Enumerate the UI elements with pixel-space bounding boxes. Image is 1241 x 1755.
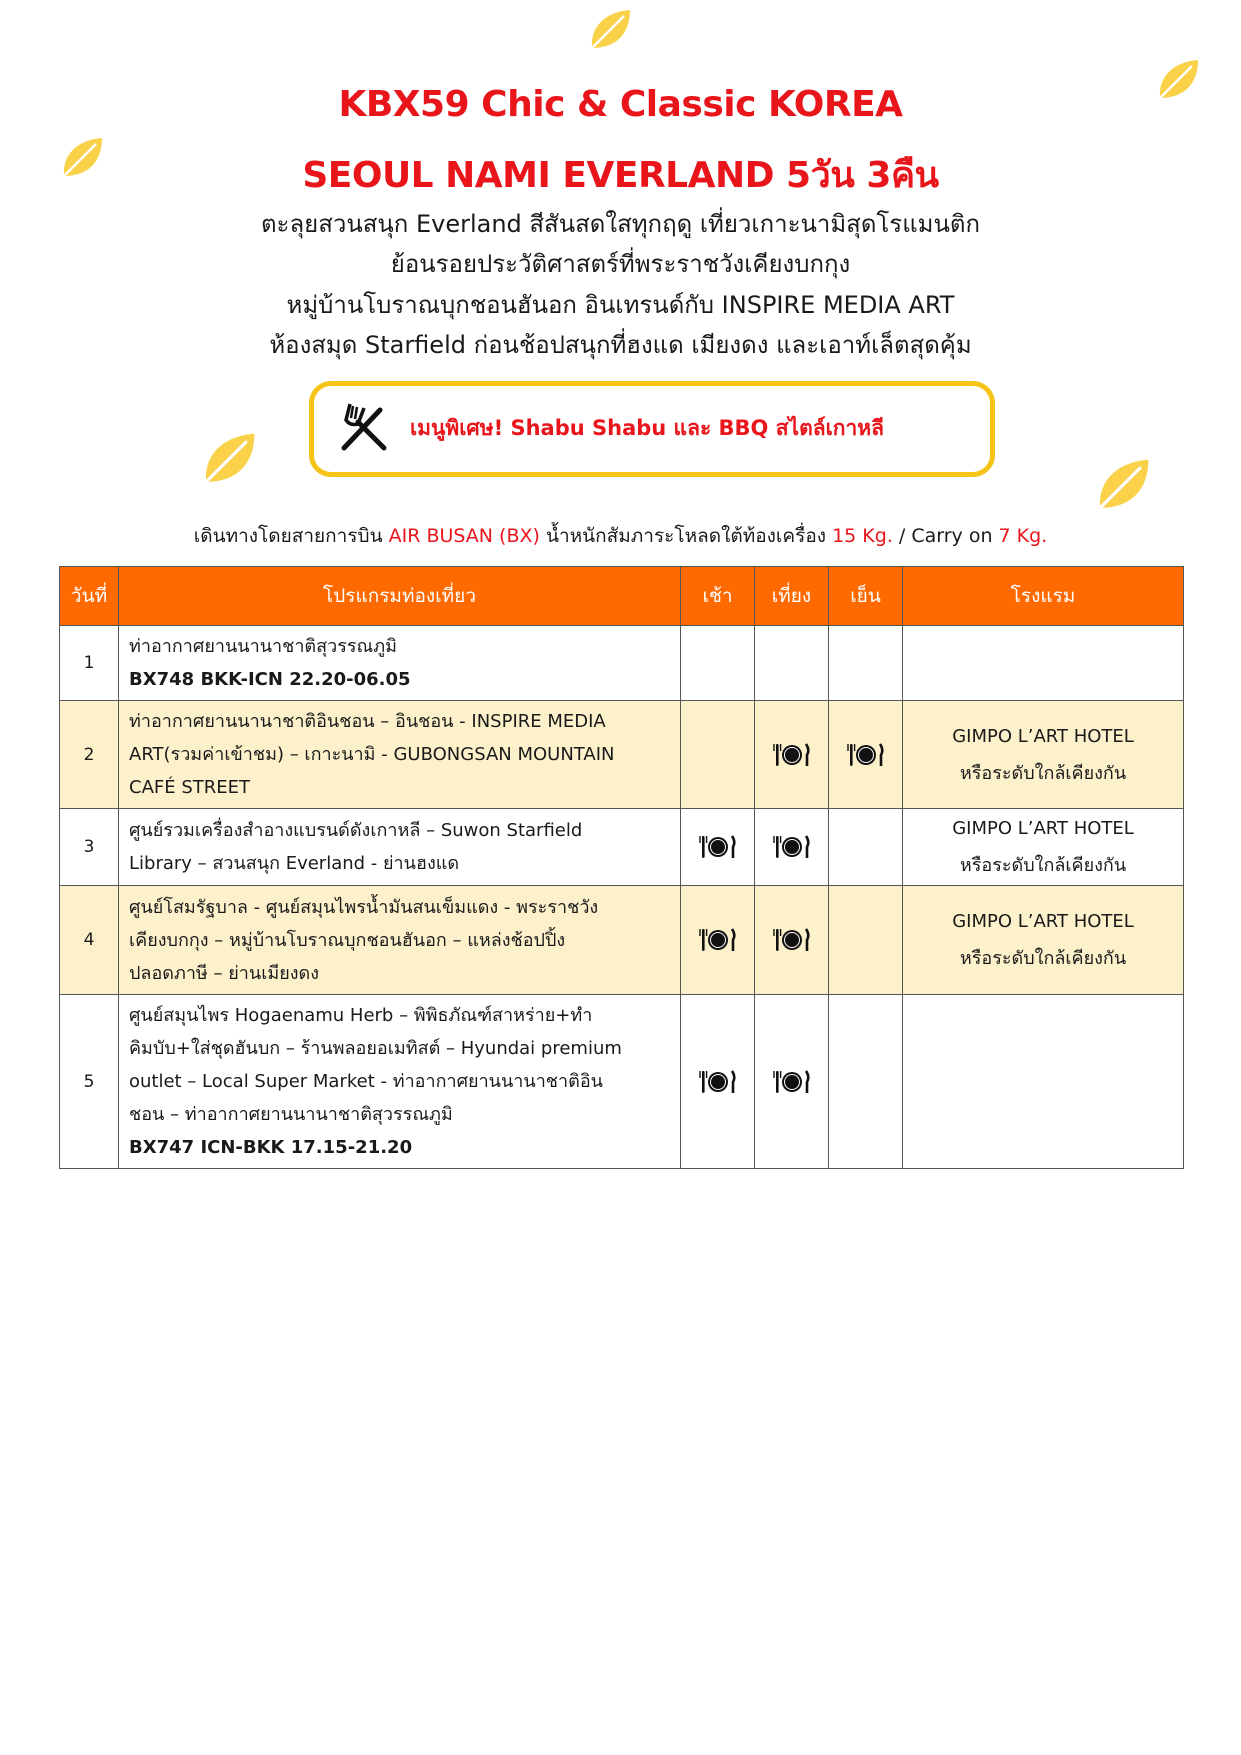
hotel-note: หรือระดับใกล้เคียงกัน [959, 855, 1127, 876]
hotel-name: GIMPO L’ART HOTEL [952, 911, 1134, 932]
program-line: เคียงบกกุง – หมู่บ้านโบราณบุกชอนฮันอก – แหล่งช้อปปิ้ง [129, 929, 566, 951]
program-line: ท่าอากาศยานนานาชาติสุวรรณภูมิ [129, 636, 397, 657]
hotel-cell [903, 701, 1184, 809]
program-cell [119, 626, 681, 701]
day-cell: 5 [60, 995, 119, 1169]
airline-baggage-label: น้ำหนักสัมภาระโหลดใต้ท้องเครื่อง [545, 525, 827, 547]
day-cell: 2 [60, 701, 119, 809]
dinner-cell [829, 995, 903, 1169]
lunch-cell [755, 886, 829, 995]
dinner-cell [829, 809, 903, 886]
header-hotel: โรงแรม [903, 567, 1184, 626]
table-row [60, 626, 1184, 701]
dinner-cell [829, 701, 903, 809]
plate-cutlery-icon [699, 925, 737, 955]
fork-knife-icon [336, 400, 392, 456]
highlight-line: ตะลุยสวนสนุก Everland สีสันสดใสทุกฤดู เที่ยวเกาะนามิสุดโรแมนติก [260, 210, 981, 238]
itinerary-table [59, 566, 1184, 1169]
plate-cutlery-icon [773, 740, 811, 770]
program-line: คิมบับ+ใส่ชุดฮันบก – ร้านพลอยอเมทิสต์ – Hyundai premium [129, 1038, 622, 1059]
breakfast-cell [681, 995, 755, 1169]
hotel-name: GIMPO L’ART HOTEL [952, 725, 1134, 747]
hotel-note: หรือระดับใกล้เคียงกัน [959, 762, 1127, 784]
special-menu-text: เมนูพิเศษ! Shabu Shabu และ BBQ สไตล์เกาหลี [410, 416, 884, 440]
plate-cutlery-icon [699, 832, 737, 862]
plate-cutlery-icon [773, 832, 811, 862]
breakfast-cell [681, 701, 755, 809]
program-line: CAFÉ STREET [129, 777, 250, 798]
special-menu-box [309, 381, 995, 477]
header-breakfast: เช้า [681, 567, 755, 626]
lunch-cell [755, 701, 829, 809]
hotel-note: หรือระดับใกล้เคียงกัน [959, 948, 1127, 969]
hotel-name: GIMPO L’ART HOTEL [952, 818, 1134, 839]
program-line: ปลอดภาษี – ย่านเมียงดง [129, 962, 320, 984]
table-row [60, 886, 1184, 995]
dinner-cell [829, 886, 903, 995]
header-day: วันที่ [60, 567, 119, 626]
hotel-cell [903, 809, 1184, 886]
table-row [60, 701, 1184, 809]
checked-weight: 15 Kg. [832, 525, 893, 547]
plate-cutlery-icon [699, 1067, 737, 1097]
program-line: ชอน – ท่าอากาศยานนานาชาติสุวรรณภูมิ [129, 1104, 453, 1125]
program-cell [119, 809, 681, 886]
header-lunch: เที่ยง [755, 567, 829, 626]
leaf-icon [584, 4, 636, 56]
airline-name: AIR BUSAN (BX) [388, 525, 540, 547]
highlight-line: ย้อนรอยประวัติศาสตร์ที่พระราชวังเคียงบกกุง [390, 250, 851, 278]
program-line: ศูนย์รวมเครื่องสำอางแบรนด์ดังเกาหลี – Suwon Starfield [129, 820, 583, 841]
airline-prefix: เดินทางโดยสายการบิน [193, 525, 383, 547]
header-dinner: เย็น [829, 567, 903, 626]
hotel-cell [903, 626, 1184, 701]
highlight-line: หมู่บ้านโบราณบุกชอนฮันอก อินเทรนด์กับ INSPIRE MEDIA ART [286, 291, 955, 319]
leaf-icon [196, 426, 262, 492]
lunch-cell [755, 626, 829, 701]
lunch-cell [755, 995, 829, 1169]
flight-info: BX747 ICN-BKK 17.15-21.20 [129, 1137, 413, 1158]
airline-info [0, 521, 1241, 551]
program-line: ศูนย์สมุนไพร Hogaenamu Herb – พิพิธภัณฑ์สาหร่าย+ทำ [129, 1005, 593, 1026]
day-cell: 3 [60, 809, 119, 886]
program-cell [119, 995, 681, 1169]
dinner-cell [829, 626, 903, 701]
breakfast-cell [681, 809, 755, 886]
plate-cutlery-icon [773, 925, 811, 955]
table-row [60, 809, 1184, 886]
lunch-cell [755, 809, 829, 886]
page-title: KBX59 Chic & Classic KOREA [338, 84, 903, 125]
carry-on-weight: 7 Kg. [998, 525, 1048, 547]
page-subtitle: SEOUL NAMI EVERLAND 5วัน 3คืน [302, 155, 939, 196]
program-line: outlet – Local Super Market - ท่าอากาศยานนานาชาติอิน [129, 1071, 603, 1092]
day-cell: 4 [60, 886, 119, 995]
breakfast-cell [681, 626, 755, 701]
table-row [60, 995, 1184, 1169]
table-header-row [60, 567, 1184, 626]
hotel-cell [903, 886, 1184, 995]
program-line: Library – สวนสนุก Everland - ย่านฮงแด [129, 853, 460, 874]
leaf-icon [1090, 452, 1156, 518]
plate-cutlery-icon [773, 1067, 811, 1097]
header-program: โปรแกรมท่องเที่ยว [119, 567, 681, 626]
plate-cutlery-icon [847, 740, 885, 770]
breakfast-cell [681, 886, 755, 995]
program-cell [119, 701, 681, 809]
program-line: ART(รวมค่าเข้าชม) – เกาะนามิ - GUBONGSAN MOUNTAIN [129, 744, 615, 765]
program-line: ท่าอากาศยานนานาชาติอินชอน – อินชอน - INSPIRE MEDIA [129, 711, 606, 732]
carry-on-label: / Carry on [898, 525, 993, 547]
hotel-cell [903, 995, 1184, 1169]
program-line: ศูนย์โสมรัฐบาล - ศูนย์สมุนไพรน้ำมันสนเข็มแดง - พระราชวัง [129, 896, 599, 918]
flight-info: BX748 BKK-ICN 22.20-06.05 [129, 669, 411, 690]
program-cell [119, 886, 681, 995]
day-cell: 1 [60, 626, 119, 701]
highlight-line: ห้องสมุด Starfield ก่อนช้อปสนุกที่ฮงแด เมียงดง และเอาท์เล็ตสุดคุ้ม [269, 331, 972, 359]
